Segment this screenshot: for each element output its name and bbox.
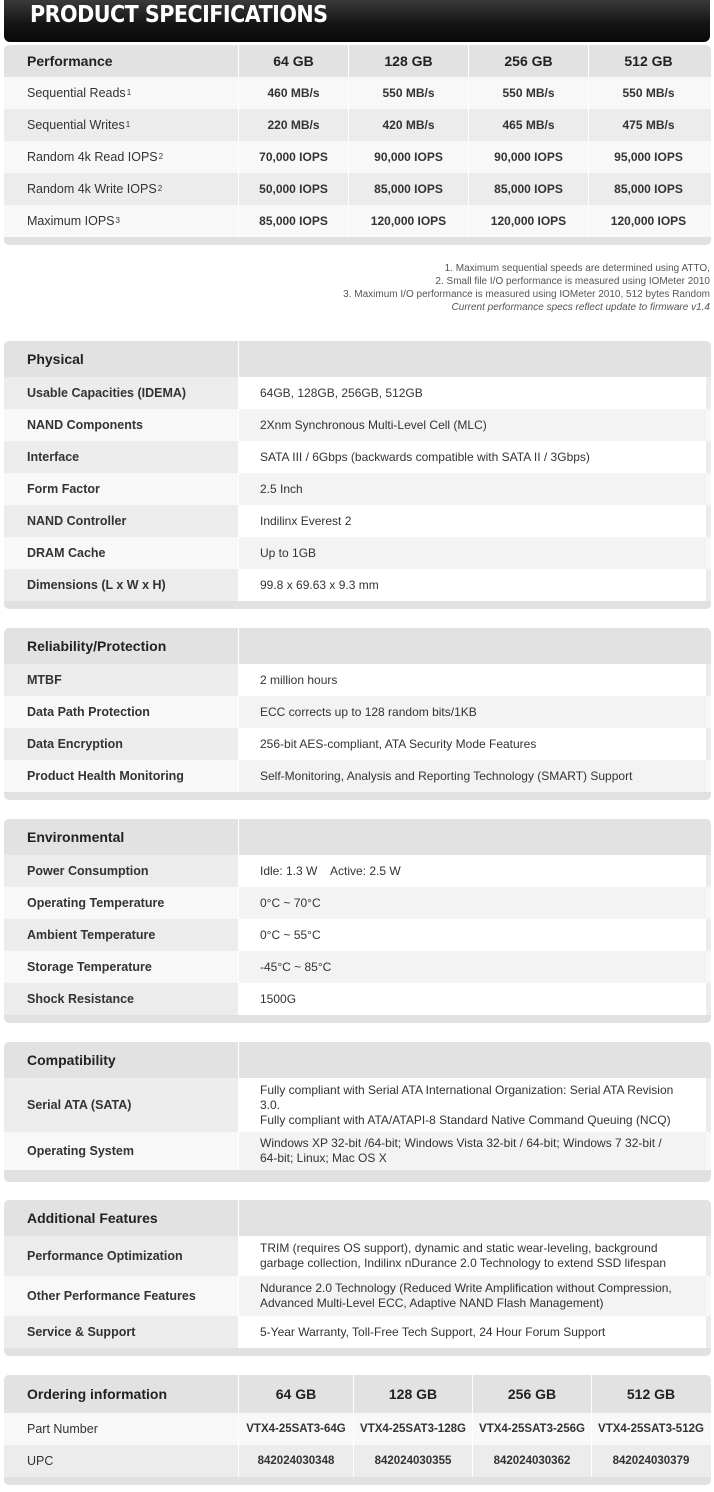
table-row [4, 473, 711, 505]
row-label: Product Health Monitoring [27, 769, 184, 783]
row-label: MTBF [27, 673, 62, 687]
row-value: 1500G [239, 983, 706, 1015]
column-header: 128 GB [384, 53, 433, 69]
table-cell: 90,000 IOPS [374, 150, 443, 164]
table-row [4, 1316, 711, 1348]
table-cell: 95,000 IOPS [614, 150, 683, 164]
row-value: Indilinx Everest 2 [239, 505, 706, 537]
column-header: 256 GB [504, 53, 553, 69]
row-label: Part Number [27, 1422, 98, 1436]
row-value: 0°C ~ 55°C [239, 919, 706, 951]
table-row [4, 141, 711, 173]
table-cell: 842024030348 [257, 1455, 335, 1467]
performance-table [4, 45, 711, 245]
table-header-row [4, 341, 711, 377]
value-line: Fully compliant with ATA/ATAPI-8 Standard Native Command Queuing (NCQ) [260, 1112, 671, 1127]
row-label: Dimensions (L x W x H) [27, 578, 166, 592]
column-header: 256 GB [507, 1386, 557, 1402]
row-label: Operating System [27, 1144, 134, 1158]
table-row [4, 173, 711, 205]
table-row [4, 728, 711, 760]
table-row [4, 205, 711, 237]
physical-table [4, 341, 711, 609]
table-row [4, 109, 711, 141]
row-label: Service & Support [27, 1325, 136, 1339]
table-row [4, 1132, 711, 1170]
row-label: DRAM Cache [27, 546, 106, 560]
ordering-table [4, 1375, 711, 1485]
table-row [4, 887, 711, 919]
table-cell: VTX4-25SAT3-512G [598, 1423, 704, 1435]
row-label: Interface [27, 450, 80, 464]
table-cell: 420 MB/s [382, 118, 435, 132]
table-row [4, 441, 711, 473]
row-value: 64GB, 128GB, 256GB, 512GB [239, 377, 706, 409]
table-cell: 460 MB/s [267, 86, 320, 100]
row-label: Performance Optimization [27, 1249, 183, 1263]
table-cell: 85,000 IOPS [614, 182, 683, 196]
table-row [4, 664, 711, 696]
table-cell: 120,000 IOPS [370, 214, 447, 228]
row-value: 0°C ~ 70°C [239, 887, 706, 919]
table-cell: VTX4-25SAT3-128G [360, 1423, 466, 1435]
row-label: NAND Controller [27, 514, 127, 528]
row-value: 99.8 x 69.63 x 9.3 mm [239, 569, 706, 601]
column-header: 128 GB [388, 1386, 438, 1402]
row-value: 256-bit AES-compliant, ATA Security Mode Features [239, 728, 706, 760]
row-label: Usable Capacities (IDEMA) [27, 386, 187, 400]
reliability-table [4, 628, 711, 800]
row-label: UPC [27, 1454, 54, 1468]
footnotes [343, 262, 710, 314]
table-cell: 220 MB/s [267, 118, 320, 132]
table-cell: 120,000 IOPS [490, 214, 567, 228]
table-cell: 475 MB/s [622, 118, 675, 132]
value-line: Fully compliant with Serial ATA International Organization: Serial ATA Revision 3.0. [260, 1082, 674, 1112]
row-label: Power Consumption [27, 864, 149, 878]
section-title: Environmental [27, 829, 125, 845]
row-value: 2 million hours [239, 664, 706, 696]
table-row [4, 1276, 711, 1316]
table-cell: VTX4-25SAT3-256G [479, 1423, 585, 1435]
row-label: Storage Temperature [27, 960, 152, 974]
table-row [4, 919, 711, 951]
section-title: Additional Features [27, 1210, 158, 1226]
row-value: ECC corrects up to 128 random bits/1KB [239, 696, 706, 728]
row-label: Maximum IOPS 3 [27, 214, 120, 228]
table-cell: 550 MB/s [382, 86, 435, 100]
column-header: 512 GB [624, 53, 673, 69]
section-title: Compatibility [27, 1052, 116, 1068]
table-row [4, 377, 711, 409]
page-title: PRODUCT SPECIFICATIONS [30, 2, 328, 28]
table-row [4, 760, 711, 792]
row-value: TRIM (requires OS support), dynamic and static wear-leveling, background garbage collection, Indilinx nDurance 2.0 Technology to extend SSD lifespan [239, 1236, 706, 1276]
compatibility-table [4, 1042, 711, 1182]
section-title: Reliability/Protection [27, 638, 167, 654]
table-header-row [4, 1042, 711, 1078]
table-cell: 842024030379 [612, 1455, 690, 1467]
row-value: 2.5 Inch [239, 473, 706, 505]
row-value: Idle: 1.3 W Active: 2.5 W [239, 855, 706, 887]
footnote: 1. Maximum sequential speeds are determined using ATTO, [444, 263, 710, 274]
row-value: Ndurance 2.0 Technology (Reduced Write Amplification without Compression, Advanced Multi-Level ECC, Adaptive NAND Flash Management) [239, 1276, 706, 1316]
table-row [4, 409, 711, 441]
table-row [4, 855, 711, 887]
table-cell: 50,000 IOPS [259, 182, 328, 196]
footnote-firmware: Current performance specs reflect update to firmware v1.4 [451, 302, 710, 313]
table-cell: 70,000 IOPS [259, 150, 328, 164]
row-label: Data Encryption [27, 737, 123, 751]
column-header: 64 GB [275, 1386, 317, 1402]
row-label: Other Performance Features [27, 1289, 196, 1303]
section-title: Performance [27, 53, 113, 69]
section-title: Physical [27, 351, 84, 367]
header-banner [4, 0, 710, 42]
section-title: Ordering information [27, 1386, 167, 1402]
table-cell: 550 MB/s [502, 86, 555, 100]
footnote: 2. Small file I/O performance is measured using IOMeter 2010 [435, 276, 710, 287]
row-value: SATA III / 6Gbps (backwards compatible with SATA II / 3Gbps) [239, 441, 706, 473]
row-label: Random 4k Read IOPS 2 [27, 150, 164, 164]
table-cell: 85,000 IOPS [259, 214, 328, 228]
table-cell: 85,000 IOPS [374, 182, 443, 196]
table-row [4, 537, 711, 569]
row-value [239, 1078, 706, 1132]
table-cell: 550 MB/s [622, 86, 675, 100]
table-row [4, 1078, 711, 1132]
row-label: Serial ATA (SATA) [27, 1098, 132, 1112]
table-row [4, 505, 711, 537]
table-header-row [4, 628, 711, 664]
row-label: Ambient Temperature [27, 928, 156, 942]
table-cell: VTX4-25SAT3-64G [246, 1423, 346, 1435]
table-row [4, 1445, 711, 1477]
row-label: Operating Temperature [27, 896, 165, 910]
row-value: Self-Monitoring, Analysis and Reporting Technology (SMART) Support [239, 760, 706, 792]
table-row [4, 983, 711, 1015]
row-label: Form Factor [27, 482, 100, 496]
row-value: Up to 1GB [239, 537, 706, 569]
table-header-row [4, 1200, 711, 1236]
column-header: 64 GB [273, 53, 314, 69]
column-header: 512 GB [626, 1386, 676, 1402]
table-row [4, 1236, 711, 1276]
table-header-row [4, 819, 711, 855]
row-value: Windows XP 32-bit /64-bit; Windows Vista 32-bit / 64-bit; Windows 7 32-bit / 64-bit; Linux; Mac OS X [239, 1132, 706, 1170]
row-label: Sequential Reads 1 [27, 86, 132, 100]
table-cell: 85,000 IOPS [494, 182, 563, 196]
row-label: Random 4k Write IOPS 2 [27, 182, 163, 196]
table-row [4, 951, 711, 983]
row-value: 2Xnm Synchronous Multi-Level Cell (MLC) [239, 409, 706, 441]
table-row [4, 569, 711, 601]
row-label: Data Path Protection [27, 705, 150, 719]
table-cell: 842024030362 [493, 1455, 571, 1467]
additional-features-table [4, 1200, 711, 1356]
environmental-table [4, 819, 711, 1023]
table-row [4, 1413, 711, 1445]
row-label: Sequential Writes 1 [27, 118, 131, 132]
row-value: -45°C ~ 85°C [239, 951, 706, 983]
table-cell: 90,000 IOPS [494, 150, 563, 164]
table-row [4, 77, 711, 109]
table-row [4, 696, 711, 728]
row-label: NAND Components [27, 418, 143, 432]
row-label: Shock Resistance [27, 992, 134, 1006]
footnote: 3. Maximum I/O performance is measured using IOMeter 2010, 512 bytes Random [343, 289, 710, 300]
table-header-row [4, 45, 711, 77]
row-value: 5-Year Warranty, Toll-Free Tech Support, 24 Hour Forum Support [239, 1316, 706, 1348]
table-cell: 120,000 IOPS [610, 214, 687, 228]
table-cell: 465 MB/s [502, 118, 555, 132]
table-header-row [4, 1375, 711, 1413]
table-cell: 842024030355 [374, 1455, 452, 1467]
